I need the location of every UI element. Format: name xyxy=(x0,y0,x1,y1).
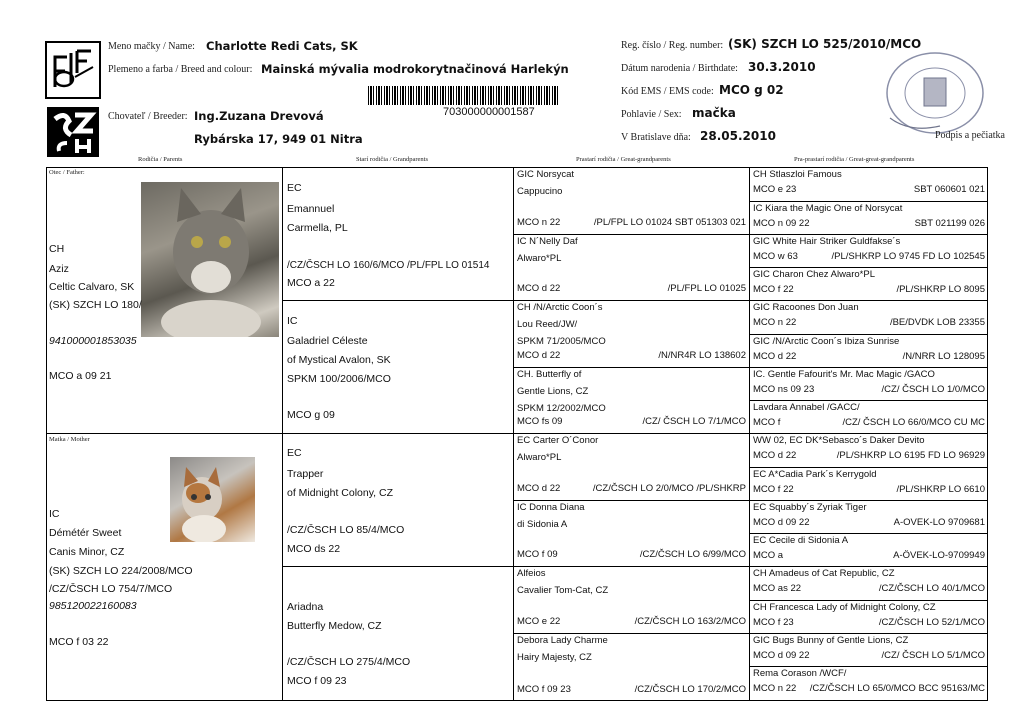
great-great-grandparent-reg: /CZ/ ČSCH LO 5/1/MCO xyxy=(881,650,985,661)
great-great-grandparent-ems: MCO ns 09 23 xyxy=(753,384,815,395)
great-grandparent-name: Hairy Majesty, CZ xyxy=(517,652,592,663)
birth-value: 30.3.2010 xyxy=(748,60,816,74)
great-grandparent-reg: /CZ/ ČSCH LO 7/1/MCO xyxy=(642,416,746,427)
great-grandparent-ems: MCO f 09 xyxy=(517,549,558,560)
great-great-grandparent-reg: /CZ/ČSCH LO 65/0/MCO BCC 95163/MC xyxy=(809,683,985,694)
col-header-great-great: Pra-prastarí rodičia / Great-great-grandparents xyxy=(794,156,915,163)
great-great-grandparent-name: EC A*Cadia Park´s Kerrygold xyxy=(753,469,877,480)
great-great-grandparent-ems: MCO n 09 22 xyxy=(753,218,810,229)
great-grandparent-cell xyxy=(517,236,746,299)
breeder-label: Chovateľ / Breeder: xyxy=(108,111,188,122)
sex-label: Pohlavie / Sex: xyxy=(621,109,682,120)
great-grandparent-title: CH /N/Arctic Coon´s xyxy=(517,302,603,313)
great-grandparent-name: Alwaro*PL xyxy=(517,253,562,264)
great-great-grandparent-name: GIC Charon Chez Alwaro*PL xyxy=(753,269,875,280)
great-grandparent-reg: /CZ/ČSCH LO 163/2/MCO xyxy=(634,616,746,627)
ems-value: MCO g 02 xyxy=(719,83,784,97)
great-grandparent-title: GIC Norsycat xyxy=(517,169,575,180)
szch-logo xyxy=(47,107,99,157)
col-header-great: Prastarí rodičia / Great-grandparents xyxy=(576,156,671,163)
great-grandparent-ems: MCO fs 09 xyxy=(517,416,563,427)
grandparent-2-title: IC xyxy=(287,315,298,327)
mother-name: Démétér Sweet xyxy=(49,527,122,539)
great-great-grandparent-ems: MCO as 22 xyxy=(753,583,802,594)
great-grandparent-ems: MCO d 22 xyxy=(517,283,561,294)
reg-value: (SK) SZCH LO 525/2010/MCO xyxy=(728,37,922,51)
barcode xyxy=(368,86,558,105)
ems-label: Kód EMS / EMS code: xyxy=(621,86,714,97)
great-great-grandparent-cell xyxy=(753,402,985,432)
mother-name2: Canis Minor, CZ xyxy=(49,546,125,558)
great-grandparent-reg: /CZ/ČSCH LO 170/2/MCO xyxy=(634,684,746,695)
father-chip: 941000001853035 xyxy=(49,335,137,347)
great-great-grandparent-cell xyxy=(753,336,985,366)
great-great-grandparent-cell xyxy=(753,602,985,632)
father-name: Aziz xyxy=(49,263,69,275)
great-grandparent-cell xyxy=(517,369,746,432)
father-name2: Celtic Calvaro, SK xyxy=(49,281,135,293)
mother-ems: MCO f 03 22 xyxy=(49,636,109,648)
fife-logo xyxy=(45,41,101,99)
barcode-number: 703000000001587 xyxy=(443,106,535,118)
reg-label: Reg. číslo / Reg. number: xyxy=(621,40,724,51)
great-great-grandparent-cell xyxy=(753,469,985,499)
great-great-grandparent-ems: MCO n 22 xyxy=(753,317,797,328)
grandparent-3-name2: of Midnight Colony, CZ xyxy=(287,487,394,499)
mother-reg: (SK) SZCH LO 224/2008/MCO xyxy=(49,565,193,577)
great-grandparent-reg: /PL/FPL LO 01024 SBT 051303 021 xyxy=(593,217,746,228)
great-great-grandparent-name: GIC Bugs Bunny of Gentle Lions, CZ xyxy=(753,635,909,646)
sex-value: mačka xyxy=(692,106,736,120)
great-great-grandparent-ems: MCO w 63 xyxy=(753,251,798,262)
father-reg: (SK) SZCH LO 180/ xyxy=(49,299,142,311)
great-great-grandparent-reg: /PL/SHKRP LO 9745 FD LO 102545 xyxy=(831,251,985,262)
city-label: V Bratislave dňa: xyxy=(621,132,691,143)
great-grandparent-title: EC Carter O´Conor xyxy=(517,435,599,446)
great-great-grandparent-ems: MCO d 22 xyxy=(753,351,797,362)
great-great-grandparent-reg: /PL/SHKRP LO 6610 xyxy=(896,484,985,495)
great-great-grandparent-name: GIC /N/Arctic Coon´s Ibiza Sunrise xyxy=(753,336,900,347)
kitten-photo-icon xyxy=(170,457,255,542)
fife-logo-icon xyxy=(47,43,99,97)
great-grandparent-extra: SPKM 71/2005/MCO xyxy=(517,336,606,347)
grandparent-4-name: Ariadna xyxy=(287,601,324,613)
great-great-grandparent-cell xyxy=(753,668,985,700)
great-grandparent-name: Cavalier Tom-Cat, CZ xyxy=(517,585,609,596)
great-grandparent-title: IC N´Nelly Daf xyxy=(517,236,578,247)
great-great-grandparent-ems: MCO d 09 22 xyxy=(753,517,810,528)
father-photo xyxy=(141,182,279,337)
great-great-grandparent-cell xyxy=(753,369,985,399)
great-great-grandparent-name: GIC White Hair Striker Guldfakse´s xyxy=(753,236,901,247)
great-great-grandparent-cell xyxy=(753,568,985,599)
great-great-grandparent-reg: SBT 021199 026 xyxy=(914,218,985,229)
grandparent-3-name: Trapper xyxy=(287,468,324,480)
great-great-grandparent-reg: SBT 060601 021 xyxy=(913,184,985,195)
great-grandparent-name: Cappucino xyxy=(517,186,563,197)
cat-name: Charlotte Redi Cats, SK xyxy=(206,39,358,53)
great-great-grandparent-cell xyxy=(753,269,985,299)
grandparent-1-reg: /CZ/ČSCH LO 160/6/MCO /PL/FPL LO 01514 xyxy=(287,260,490,271)
mother-label: Matka / Mother xyxy=(49,436,90,443)
grandparent-3-title: EC xyxy=(287,447,302,459)
great-great-grandparent-ems: MCO f 22 xyxy=(753,284,794,295)
mother-reg2: /CZ/ČSCH LO 754/7/MCO xyxy=(49,583,173,595)
great-great-grandparent-name: WW 02, EC DK*Sebasco´s Daker Devito xyxy=(753,435,925,446)
great-great-grandparent-reg: /PL/SHKRP LO 8095 xyxy=(896,284,985,295)
great-grandparent-cell xyxy=(517,502,746,565)
great-grandparent-ems: MCO f 09 23 xyxy=(517,684,571,695)
great-grandparent-cell xyxy=(517,435,746,499)
great-grandparent-ems: MCO d 22 xyxy=(517,350,561,361)
great-grandparent-title: IC Donna Diana xyxy=(517,502,585,513)
great-grandparent-name: di Sidonia A xyxy=(517,519,568,530)
great-great-grandparent-cell xyxy=(753,302,985,333)
great-great-grandparent-cell xyxy=(753,635,985,665)
breed-label: Plemeno a farba / Breed and colour: xyxy=(108,64,253,75)
grandparent-2-reg: SPKM 100/2006/MCO xyxy=(287,373,391,385)
great-great-grandparent-cell xyxy=(753,203,985,233)
signature-label: Podpis a pečiatka xyxy=(935,130,1005,141)
grandparent-1-title: EC xyxy=(287,182,302,194)
great-great-grandparent-name: GIC Racoones Don Juan xyxy=(753,302,859,313)
great-great-grandparent-cell xyxy=(753,236,985,266)
great-great-grandparent-reg: /BE/DVDK LOB 23355 xyxy=(889,317,985,328)
great-grandparent-title: Alfeios xyxy=(517,568,546,579)
great-great-grandparent-name: IC. Gentle Fafourit's Mr. Mac Magic /GACO xyxy=(753,369,935,380)
breed-value: Mainská mývalia modrokorytnačinová Harlekýn xyxy=(261,62,569,76)
great-grandparent-reg: /CZ/ČSCH LO 2/0/MCO /PL/SHKRP xyxy=(592,483,746,494)
great-great-grandparent-ems: MCO a xyxy=(753,550,784,561)
great-great-grandparent-ems: MCO f xyxy=(753,417,781,428)
col-header-grandparents: Starí rodičia / Grandparents xyxy=(356,156,429,163)
mother-chip: 985120022160083 xyxy=(49,600,137,612)
great-grandparent-name: Lou Reed/JW/ xyxy=(517,319,578,330)
grandparent-3-ems: MCO ds 22 xyxy=(287,543,341,555)
great-great-grandparent-name: CH Francesca Lady of Midnight Colony, CZ xyxy=(753,602,936,613)
great-great-grandparent-reg: /CZ/ČSCH LO 40/1/MCO xyxy=(878,583,985,594)
father-ems: MCO a 09 21 xyxy=(49,370,112,382)
great-grandparent-cell xyxy=(517,635,746,700)
great-great-grandparent-reg: /PL/SHKRP LO 6195 FD LO 96929 xyxy=(836,450,985,461)
great-grandparent-reg: /PL/FPL LO 01025 xyxy=(667,283,746,294)
great-great-grandparent-reg: A-ÖVEK-LO-9709949 xyxy=(893,550,985,561)
name-label: Meno mačky / Name: xyxy=(108,41,195,52)
great-great-grandparent-reg: /CZ/ČSCH LO 52/1/MCO xyxy=(878,617,985,628)
great-great-grandparent-reg: A-OVEK-LO 9709681 xyxy=(893,517,985,528)
great-great-grandparent-cell xyxy=(753,435,985,466)
city-date: 28.05.2010 xyxy=(700,129,776,143)
grandparent-1-ems: MCO a 22 xyxy=(287,277,335,289)
great-great-grandparent-reg: /N/NRR LO 128095 xyxy=(902,351,985,362)
grandparent-2-name2: of Mystical Avalon, SK xyxy=(287,354,391,366)
great-great-grandparent-ems: MCO e 23 xyxy=(753,184,797,195)
breeder-address: Rybárska 17, 949 01 Nitra xyxy=(194,132,363,146)
great-great-grandparent-cell xyxy=(753,502,985,532)
great-grandparent-title: Debora Lady Charme xyxy=(517,635,608,646)
grandparent-1-name2: Carmella, PL xyxy=(287,222,348,234)
great-grandparent-name: Alwaro*PL xyxy=(517,452,562,463)
great-grandparent-cell xyxy=(517,302,746,366)
great-great-grandparent-name: EC Squabby´s Zyriak Tiger xyxy=(753,502,867,513)
great-grandparent-extra: SPKM 12/2002/MCO xyxy=(517,403,606,414)
great-great-grandparent-name: CH Stlaszloi Famous xyxy=(753,169,842,180)
great-grandparent-ems: MCO e 22 xyxy=(517,616,561,627)
great-grandparent-reg: /N/NR4R LO 138602 xyxy=(658,350,746,361)
great-great-grandparent-name: IC Kiara the Magic One of Norsycat xyxy=(753,203,903,214)
great-great-grandparent-ems: MCO d 22 xyxy=(753,450,797,461)
great-great-grandparent-cell xyxy=(753,535,985,565)
mother-title: IC xyxy=(49,508,60,520)
great-great-grandparent-name: EC Cecile di Sidonia A xyxy=(753,535,849,546)
great-great-grandparent-name: Rema Corason /WCF/ xyxy=(753,668,847,679)
official-stamp-icon xyxy=(880,48,990,138)
col-header-parents: Rodičia / Parents xyxy=(138,156,183,163)
great-grandparent-ems: MCO d 22 xyxy=(517,483,561,494)
great-great-grandparent-ems: MCO f 23 xyxy=(753,617,794,628)
great-great-grandparent-ems: MCO d 09 22 xyxy=(753,650,810,661)
grandparent-3-reg: /CZ/ČSCH LO 85/4/MCO xyxy=(287,524,405,536)
mother-photo xyxy=(170,457,255,542)
great-great-grandparent-name: Lavdara Annabel /GACC/ xyxy=(753,402,860,413)
great-grandparent-name: Gentle Lions, CZ xyxy=(517,386,589,397)
great-grandparent-cell xyxy=(517,169,746,233)
birth-label: Dátum narodenia / Birthdate: xyxy=(621,63,738,74)
grandparent-2-ems: MCO g 09 xyxy=(287,409,335,421)
great-grandparent-reg: /CZ/ČSCH LO 6/99/MCO xyxy=(639,549,746,560)
great-great-grandparent-ems: MCO f 22 xyxy=(753,484,794,495)
great-grandparent-ems: MCO n 22 xyxy=(517,217,561,228)
great-great-grandparent-cell xyxy=(753,169,985,200)
great-grandparent-cell xyxy=(517,568,746,632)
szch-logo-icon xyxy=(47,107,99,157)
father-title: CH xyxy=(49,243,65,255)
great-great-grandparent-reg: /CZ/ ČSCH LO 66/0/MCO CU MC xyxy=(842,417,985,428)
cat-photo-icon xyxy=(141,182,279,337)
great-great-grandparent-reg: /CZ/ ČSCH LO 1/0/MCO xyxy=(881,384,985,395)
grandparent-4-name2: Butterfly Medow, CZ xyxy=(287,620,382,632)
great-great-grandparent-name: CH Amadeus of Cat Republic, CZ xyxy=(753,568,895,579)
grandparent-4-reg: /CZ/ČSCH LO 275/4/MCO xyxy=(287,656,411,668)
breeder-name: Ing.Zuzana Drevová xyxy=(194,109,324,123)
great-great-grandparent-ems: MCO n 22 xyxy=(753,683,797,694)
grandparent-2-name: Galadriel Céleste xyxy=(287,335,368,347)
grandparent-4-ems: MCO f 09 23 xyxy=(287,675,347,687)
grandparent-1-name: Emannuel xyxy=(287,203,335,215)
father-label: Otec / Father: xyxy=(49,169,85,176)
great-grandparent-title: CH. Butterfly of xyxy=(517,369,582,380)
